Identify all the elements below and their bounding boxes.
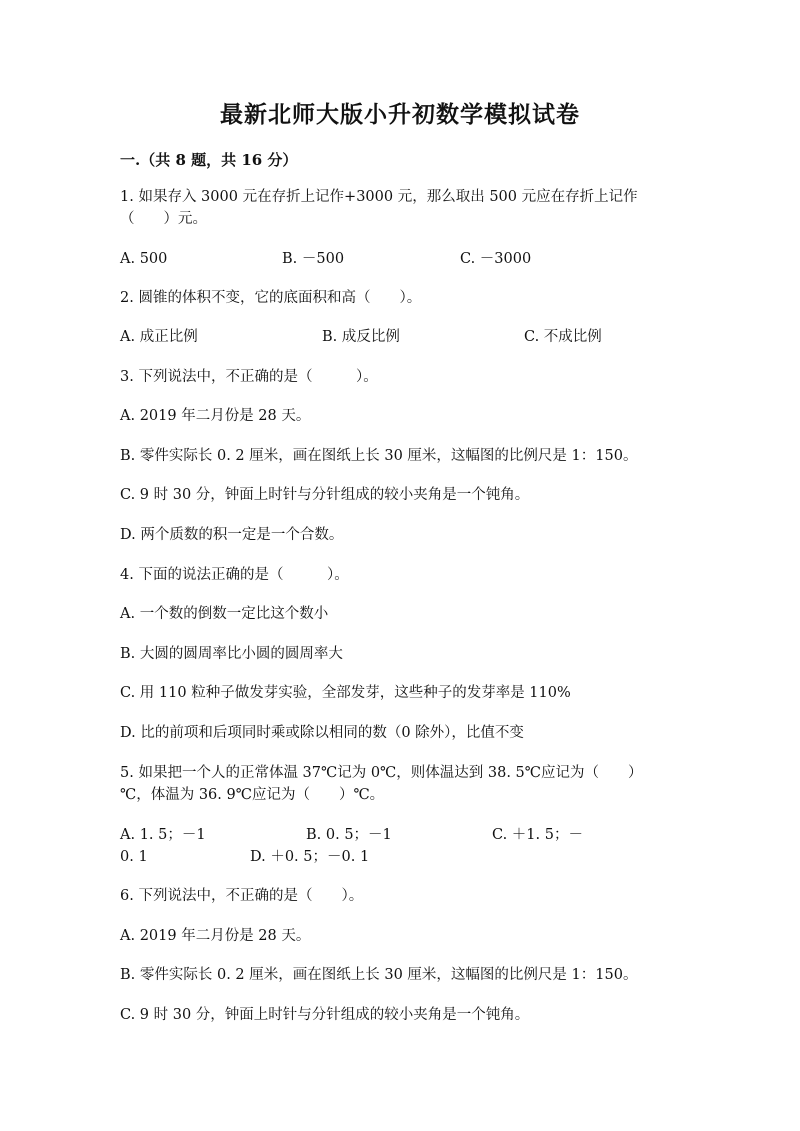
question-5-option-c-cont: 0. 1	[120, 849, 148, 865]
exam-title: 最新北师大版小升初数学模拟试卷	[220, 101, 580, 128]
question-3-option-c: C. 9 时 30 分，钟面上时针与分针组成的较小夹角是一个钝角。	[120, 487, 530, 503]
question-3-option-b: B. 零件实际长 0. 2 厘米，画在图纸上长 30 厘米，这幅图的比例尺是 1：150。	[120, 448, 638, 464]
question-2-stem: 2. 圆锥的体积不变，它的底面积和高（ ）。	[120, 290, 422, 306]
question-6-stem: 6. 下列说法中，不正确的是（ ）。	[120, 888, 364, 904]
question-3-stem: 3. 下列说法中，不正确的是（ ）。	[120, 369, 378, 385]
question-2-option-c: C. 不成比例	[524, 329, 602, 345]
question-4-option-a: A. 一个数的倒数一定比这个数小	[120, 606, 329, 622]
question-1-stem-cont: （ ）元。	[120, 211, 207, 227]
question-6-option-a: A. 2019 年二月份是 28 天。	[120, 928, 311, 944]
question-5-option-a: A. 1. 5；－1	[120, 827, 206, 843]
question-1-option-a: A. 500	[120, 251, 168, 267]
question-4-option-d: D. 比的前项和后项同时乘或除以相同的数（0 除外），比值不变	[120, 725, 524, 741]
question-1-stem: 1. 如果存入 3000 元在存折上记作+3000 元，那么取出 500 元应在存折上记作	[120, 189, 638, 205]
question-2-option-b: B. 成反比例	[322, 329, 400, 345]
question-5-option-c: C. ＋1. 5；－	[492, 827, 583, 843]
question-5-stem: 5. 如果把一个人的正常体温 37℃记为 0℃，则体温达到 38. 5℃应记为（ ）	[120, 765, 643, 781]
question-4-option-c: C. 用 110 粒种子做发芽实验，全部发芽，这些种子的发芽率是 110%	[120, 685, 571, 701]
question-6-option-c: C. 9 时 30 分，钟面上时针与分针组成的较小夹角是一个钝角。	[120, 1007, 530, 1023]
question-6-option-b: B. 零件实际长 0. 2 厘米，画在图纸上长 30 厘米，这幅图的比例尺是 1：150。	[120, 967, 638, 983]
question-2-option-a: A. 成正比例	[120, 329, 198, 345]
section-heading: 一.（共 8 题，共 16 分）	[120, 151, 298, 169]
question-4-stem: 4. 下面的说法正确的是（ ）。	[120, 567, 349, 583]
question-1-option-b: B. －500	[282, 251, 345, 267]
question-4-option-b: B. 大圆的圆周率比小圆的圆周率大	[120, 646, 343, 662]
question-5-option-d: D. ＋0. 5；－0. 1	[250, 849, 370, 865]
question-5-stem-cont: ℃，体温为 36. 9℃应记为（ ）℃。	[120, 787, 385, 803]
question-5-option-b: B. 0. 5；－1	[306, 827, 392, 843]
question-3-option-d: D. 两个质数的积一定是一个合数。	[120, 527, 344, 543]
question-3-option-a: A. 2019 年二月份是 28 天。	[120, 408, 311, 424]
question-1-option-c: C. －3000	[460, 251, 532, 267]
